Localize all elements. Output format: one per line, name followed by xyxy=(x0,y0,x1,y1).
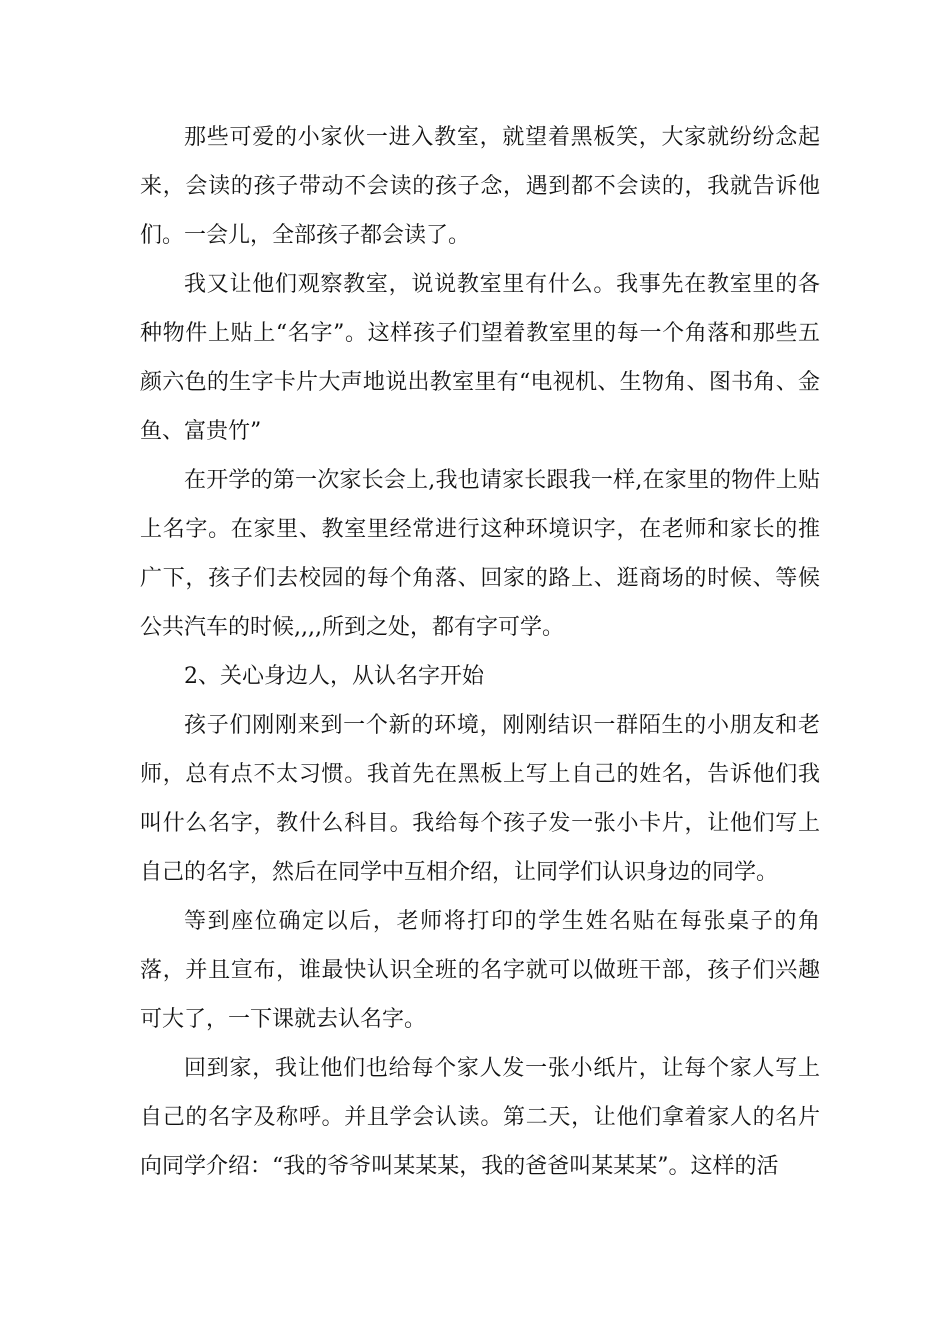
paragraph-parent-meeting: 在开学的第一次家长会上,我也请家长跟我一样,在家里的物件上贴上名字。在家里、教室里经常进行这种环境识字，在老师和家长的推广下，孩子们去校园的每个角落、回家的路上、逛商场的时候、等候公共汽车的时候,,,,所到之处，都有字可学。 xyxy=(140,468,820,640)
paragraph-family-names: 回到家，我让他们也给每个家人发一张小纸片，让每个家人写上自己的名字及称呼。并且学会认读。第二天，让他们拿着家人的名片向同学介绍：“我的爷爷叫某某某，我的爸爸叫某某某”。这样的活 xyxy=(140,1056,820,1179)
paragraph-observe-classroom: 我又让他们观察教室，说说教室里有什么。我事先在教室里的各种物件上贴上“名字”。这样孩子们望着教室里的每一个角落和那些五颜六色的生字卡片大声地说出教室里有“电视机、生物角、图书角、金鱼、富贵竹” xyxy=(140,272,820,444)
paragraph-new-environment: 孩子们刚刚来到一个新的环境，刚刚结识一群陌生的小朋友和老师，总有点不太习惯。我首先在黑板上写上自己的姓名，告诉他们我叫什么名字，教什么科目。我给每个孩子发一张小卡片，让他们写上自己的名字，然后在同学中互相介绍，让同学们认识身边的同学。 xyxy=(140,713,820,885)
section-heading: 2、关心身边人，从认名字开始 xyxy=(184,664,484,689)
paragraph-seat-names: 等到座位确定以后，老师将打印的学生姓名贴在每张桌子的角落，并且宣布，谁最快认识全班的名字就可以做班干部，孩子们兴趣可大了，一下课就去认名字。 xyxy=(140,909,820,1032)
document-body xyxy=(140,113,820,1191)
paragraph-classroom-reading: 那些可爱的小家伙一进入教室，就望着黑板笑，大家就纷纷念起来，会读的孩子带动不会读的孩子念，遇到都不会读的，我就告诉他们。一会儿，全部孩子都会读了。 xyxy=(140,125,820,248)
